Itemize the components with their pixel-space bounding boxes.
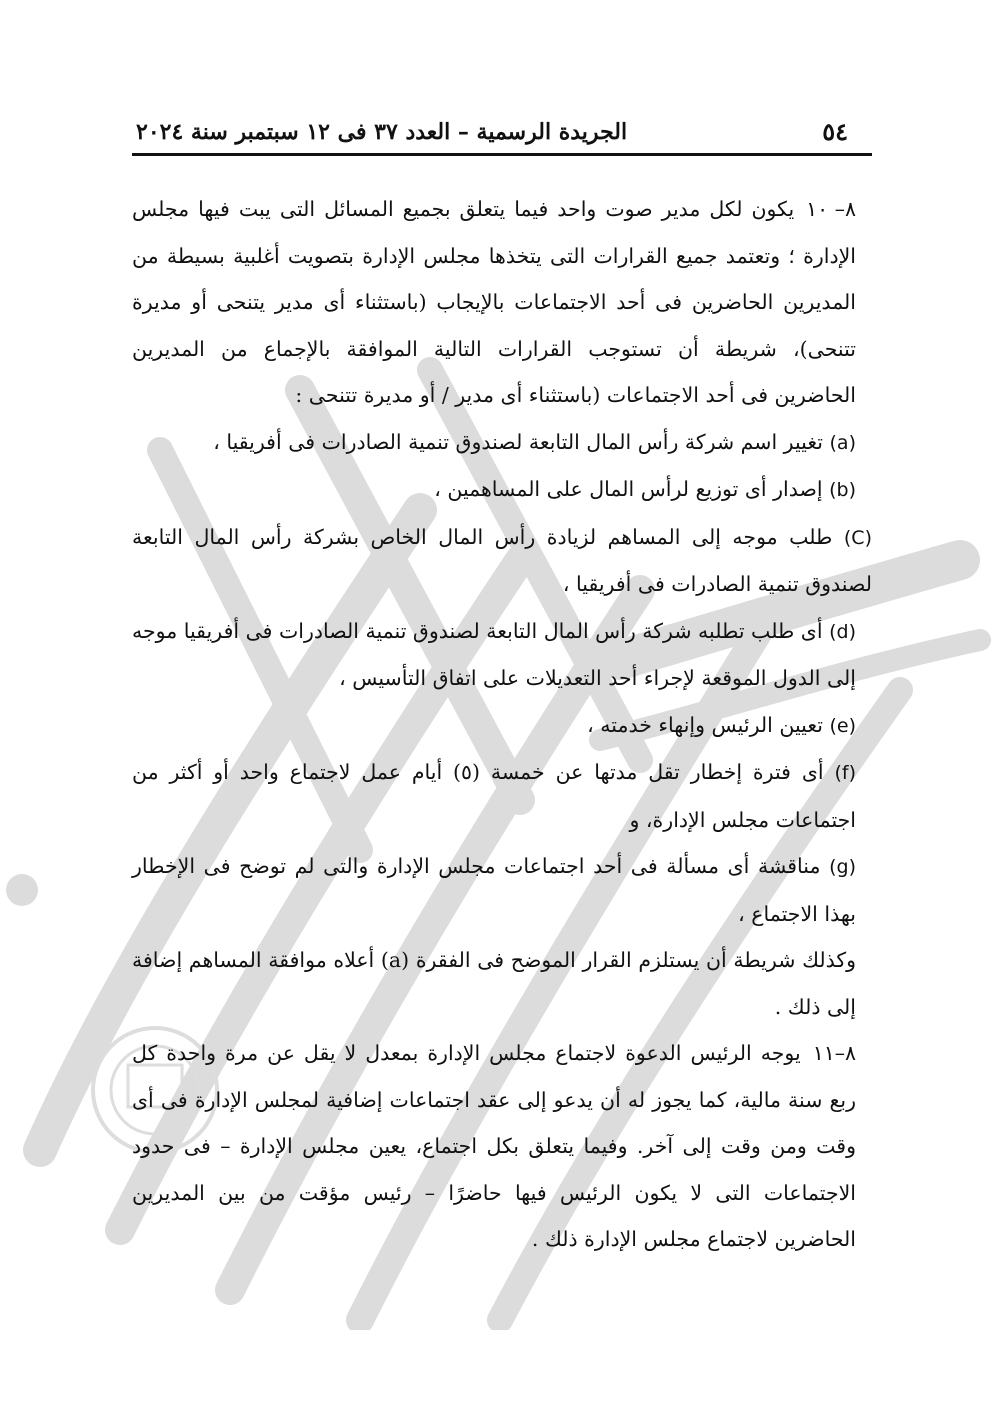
- clause-text: يوجه الرئيس الدعوة لاجتماع مجلس الإدارة بمعدل لا يقل عن مرة واحدة كل ربع سنة مالية، كما يجوز له أن يدعو إلى عقد اجتماعات إضافية لمجلس الإدارة فى أى وقت ومن وقت إلى آخر. وفيما يتعلق بكل اجتماع، يعين مجلس الإدارة – فى حدود الاجتماعات التى لا يكون الرئيس فيها حاضرًا – رئيس مؤقت من بين المديرين الحاضرين لاجتماع مجلس الإدارة ذلك .: [132, 1041, 856, 1251]
- item-key: (g): [829, 856, 856, 878]
- list-item-e: [132, 702, 872, 750]
- item-text: مناقشة أى مسألة فى أحد اجتماعات مجلس الإدارة والتى لم توضح فى الإخطار بهذا الاجتماع ،: [132, 854, 856, 926]
- item-text: أى فترة إخطار تقل مدتها عن خمسة (٥) أيام عمل لاجتماع واحد أو أكثر من اجتماعات مجلس الإدارة، و: [132, 760, 856, 832]
- clause-number: ٨– ١٠: [806, 197, 856, 221]
- page-header: [132, 110, 872, 156]
- clause-8-11: [132, 1030, 872, 1263]
- proviso-paragraph: وكذلك شريطة أن يستلزم القرار الموضح فى الفقرة (a) أعلاه موافقة المساهم إضافة إلى ذلك .: [132, 948, 857, 1019]
- list-item-f: [132, 749, 872, 843]
- item-text: تعيين الرئيس وإنهاء خدمته ،: [587, 712, 823, 737]
- clause-8-10: [132, 186, 872, 419]
- item-key: (e): [829, 714, 856, 737]
- list-item-a: [132, 419, 872, 467]
- item-key: (C): [843, 526, 872, 549]
- item-text: أى طلب تطلبه شركة رأس المال التابعة لصندوق تنمية الصادرات فى أفريقيا موجه إلى الدول الموقعة لإجراء أحد التعديلات على اتفاق التأسيس ،: [132, 618, 856, 690]
- running-title: الجريدة الرسمية – العدد ٣٧ فى ١٢ سبتمبر سنة ٢٠٢٤: [136, 118, 628, 145]
- item-key: (b): [829, 479, 856, 501]
- list-item-c: [132, 514, 872, 608]
- item-text: طلب موجه إلى المساهم لزيادة رأس المال الخاص بشركة رأس المال التابعة لصندوق تنمية الصادرات فى أفريقيا ،: [132, 524, 872, 596]
- page-body: [132, 186, 872, 1263]
- item-text: إصدار أى توزيع لرأس المال على المساهمين ،: [434, 477, 823, 501]
- item-text: تغيير اسم شركة رأس المال التابعة لصندوق تنمية الصادرات فى أفريقيا ،: [213, 429, 823, 454]
- list-item-g: [132, 843, 872, 937]
- item-key: (d): [829, 620, 856, 643]
- list-item-d: [132, 608, 872, 702]
- page-number: ٥٤: [822, 117, 848, 146]
- item-key: (f): [834, 762, 856, 784]
- clause-number: ٨–١١: [812, 1041, 856, 1065]
- item-key: (a): [829, 431, 856, 454]
- list-item-b: [132, 466, 872, 514]
- clause-text: يكون لكل مدير صوت واحد فيما يتعلق بجميع المسائل التى يبت فيها مجلس الإدارة ؛ وتعتمد جميع القرارات التى يتخذها مجلس الإدارة بتصويت أغلبية بسيطة من المديرين الحاضرين فى أحد الاجتماعات بالإيجاب (باستثناء أى مدير يتنحى أو مديرة تتنحى)، شريطة أن تستوجب القرارات التالية الموافقة بالإجماع من المديرين الحاضرين فى أحد الاجتماعات (باستثناء أى مدير / أو مديرة تتنحى :: [132, 197, 856, 407]
